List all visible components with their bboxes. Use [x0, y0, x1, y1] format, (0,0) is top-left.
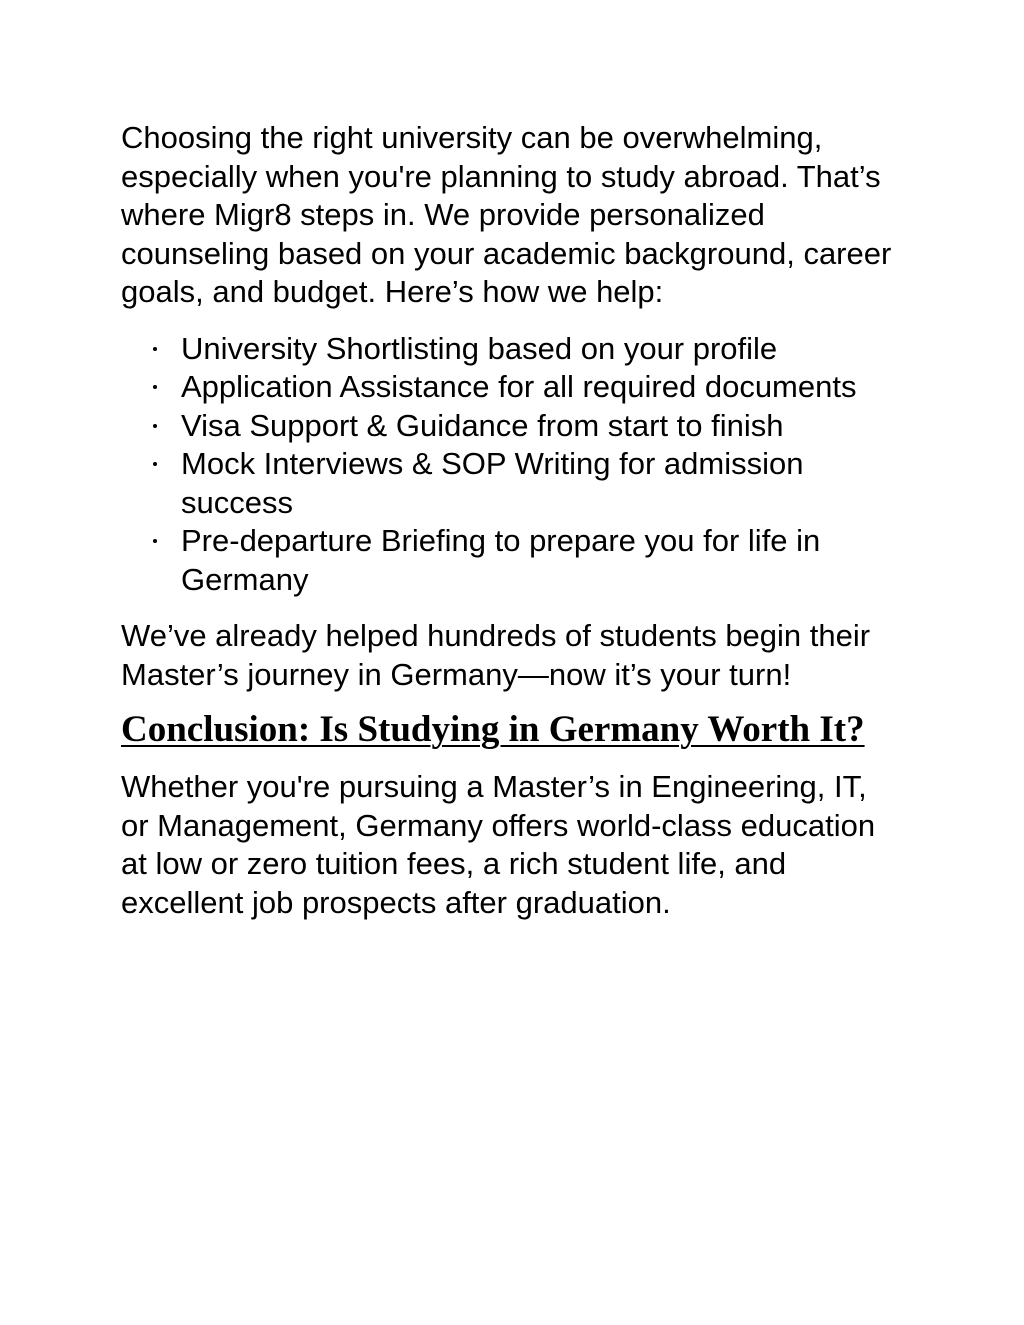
- list-item: [121, 330, 901, 369]
- bullet-icon: [153, 462, 157, 466]
- bullet-icon: [153, 347, 157, 351]
- list-item-label: Visa Support & Guidance from start to finish: [181, 407, 784, 443]
- list-item: [121, 368, 901, 407]
- closing-paragraph: We’ve already helped hundreds of students begin their Master’s journey in Germany—now it’s your turn!: [121, 618, 871, 692]
- bullet-icon: [153, 539, 157, 543]
- list-item-label: Pre-departure Briefing to prepare you for life in Germany: [181, 523, 821, 597]
- services-list: [121, 330, 901, 600]
- bullet-icon: [153, 424, 157, 428]
- intro-paragraph: Choosing the right university can be overwhelming, especially when you're planning to study abroad. That’s where Migr8 steps in. We provide personalized counseling based on your academic background, career goals, and budget. Here’s how we help:: [121, 120, 892, 309]
- list-item: [121, 445, 901, 522]
- list-item: [121, 407, 901, 446]
- list-item: [121, 522, 901, 599]
- conclusion-heading: Conclusion: Is Studying in Germany Worth It?: [121, 709, 865, 750]
- conclusion-paragraph: Whether you're pursuing a Master’s in Engineering, IT, or Management, Germany offers world-class education at low or zero tuition fees, a rich student life, and excellent job prospects after graduation.: [121, 769, 876, 920]
- bullet-icon: [153, 385, 157, 389]
- list-item-label: University Shortlisting based on your profile: [181, 330, 778, 366]
- document-page: [121, 119, 901, 922]
- list-item-label: Mock Interviews & SOP Writing for admission success: [181, 446, 804, 520]
- list-item-label: Application Assistance for all required documents: [181, 369, 857, 404]
